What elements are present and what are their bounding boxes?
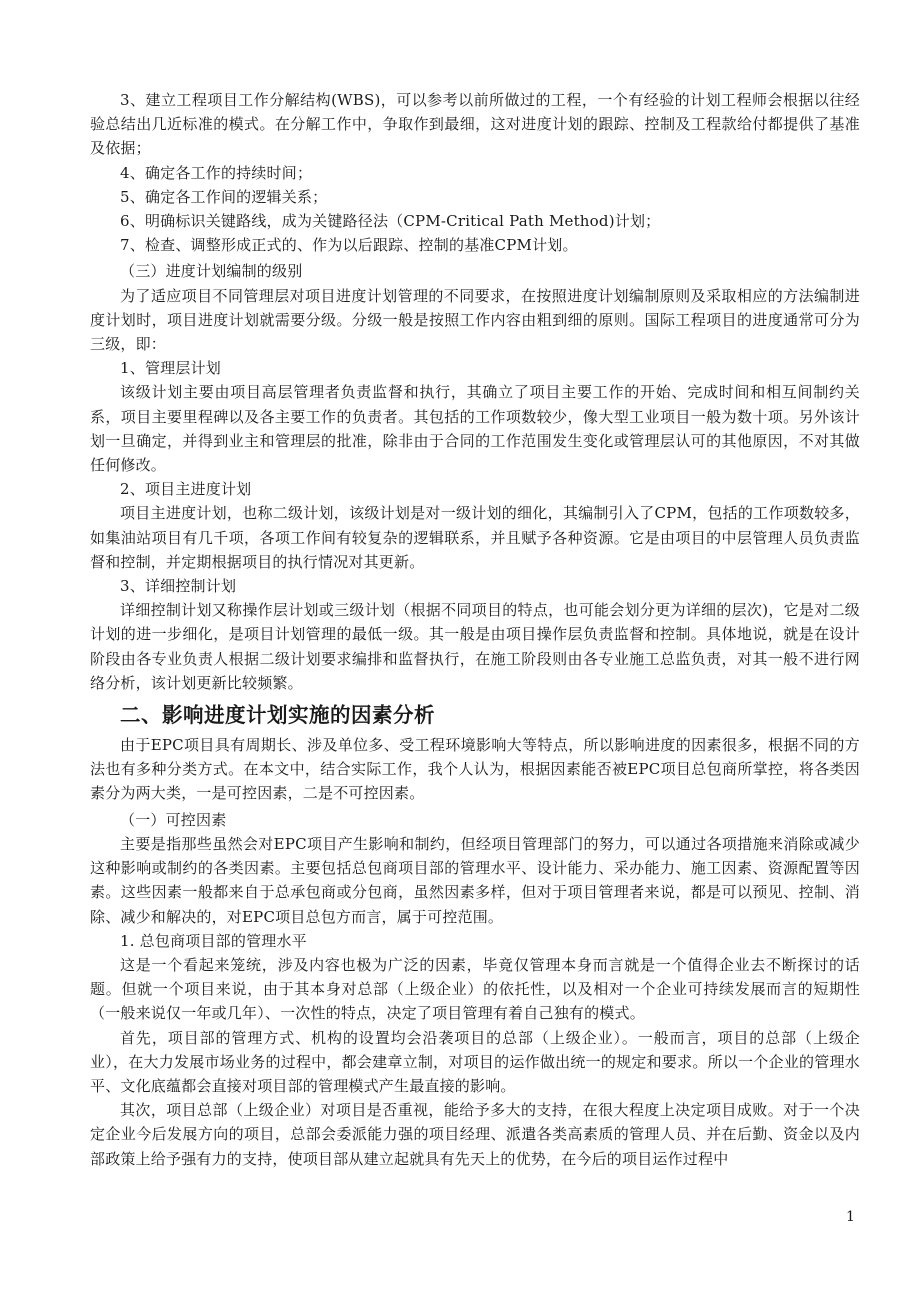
paragraph-factors-intro: 由于EPC项目具有周期长、涉及单位多、受工程环境影响大等特点，所以影响进度的因素很多，根据不同的方法也有多种分类方式。在本文中，结合实际工作，我个人认为，根据因素能否被EPC项目总包商所掌控，将各类因素分为两大类，一是可控因素，二是不可控因素。 <box>90 736 860 803</box>
list-item-duration: 4、确定各工作的持续时间； <box>120 163 313 182</box>
page-number: 1 <box>846 1209 855 1225</box>
paragraph-management-level: 这是一个看起来笼统，涉及内容也极为广泛的因素，毕竟仅管理本身而言就是一个值得企业去不断探讨的话题。但就一个项目来说，由于其本身对总部（上级企业）的依托性，以及相对一个企业可持续发展而言的短期性（一般来说仅一年或几年）、一次性的特点，决定了项目管理有着自己独有的模式。 <box>90 955 860 1023</box>
paragraph-secondly: 其次，项目总部（上级企业）对项目是否重视，能给予多大的支持，在很大程度上决定项目成败。对于一个决定企业今后发展方向的项目，总部会委派能力强的项目经理、派遣各类高素质的管理人员、并在后勤、资金以及内部政策上给予强有力的支持，使项目部从建立起就具有先天上的优势，在今后的项目运作过程中 <box>90 1101 860 1168</box>
list-item-baseline: 7、检查、调整形成正式的、作为以后跟踪、控制的基准CPM计划。 <box>120 236 578 255</box>
document-page <box>90 88 860 1171</box>
paragraph-detailed-plan: 详细控制计划又称操作层计划或三级计划（根据不同项目的特点，也可能会划分更为详细的层次)，它是对二级计划的进一步细化，是项目计划管理的最低一级。其一般是由项目操作层负责监督和控制。具体地说，就是在设计阶段由各专业负责人根据二级计划要求编排和监督执行，在施工阶段则由各专业施工总监负责，对其一般不进行网络分析，该计划更新比较频繁。 <box>90 601 860 692</box>
paragraph-management-plan: 该级计划主要由项目高层管理者负责监督和执行，其确立了项目主要工作的开始、完成时间和相互间制约关系，项目主要里程碑以及各主要工作的负责者。其包括的工作项数较少，像大型工业项目一般为数十项。另外该计划一旦确定，并得到业主和管理层的批准，除非由于合同的工作范围发生变化或管理层认可的其他原因，不对其做任何修改。 <box>90 383 860 475</box>
list-item-critical-path: 6、明确标识关键路线，成为关键路径法（CPM-Critical Path Method)计划； <box>120 212 661 231</box>
subheading-plan-levels: （三）进度计划编制的级别 <box>120 262 303 281</box>
paragraph-plan-levels: 为了适应项目不同管理层对项目进度计划管理的不同要求，在按照进度计划编制原则及采取相应的方法编制进度计划时，项目进度计划就需要分级。分级一般是按照工作内容由粗到细的原则。国际工程项目的进度通常可分为三级，即： <box>90 286 860 354</box>
paragraph-firstly: 首先，项目部的管理方式、机构的设置均会沿袭项目的总部（上级企业）。一般而言，项目的总部（上级企业），在大力发展市场业务的过程中，都会建章立制，对项目的运作做出统一的规定和要求。所以一个企业的管理水平、文化底蕴都会直接对项目部的管理模式产生最直接的影响。 <box>90 1028 860 1095</box>
list-item-master-schedule: 2、项目主进度计划 <box>120 480 252 499</box>
section-heading: 二、影响进度计划实施的因素分析 <box>120 703 435 728</box>
subheading-controllable-factors: （一）可控因素 <box>120 810 227 829</box>
list-item-detailed-plan: 3、详细控制计划 <box>120 577 237 596</box>
list-item-management-plan: 1、管理层计划 <box>120 359 221 378</box>
list-item-logic: 5、确定各工作间的逻辑关系； <box>120 187 328 206</box>
paragraph-controllable-factors: 主要是指那些虽然会对EPC项目产生影响和制约，但经项目管理部门的努力，可以通过各项措施来消除或减少这种影响或制约的各类因素。主要包括总包商项目部的管理水平、设计能力、采办能力、施工因素、资源配置等因素。这些因素一般都来自于总承包商或分包商，虽然因素多样，但对于项目管理者来说，都是可以预见、控制、消除、减少和解决的，对EPC项目总包方而言，属于可控范围。 <box>90 834 860 926</box>
paragraph-master-schedule: 项目主进度计划，也称二级计划，该级计划是对一级计划的细化，其编制引入了CPM，包括的工作项数较多，如集油站项目有几千项，各项工作间有较复杂的逻辑联系，并且赋予各种资源。它是由项目的中层管理人员负责监督和控制，并定期根据项目的执行情况对其更新。 <box>90 504 860 571</box>
list-item-management-level: 1. 总包商项目部的管理水平 <box>120 931 307 950</box>
list-item-wbs: 3、建立工程项目工作分解结构(WBS)，可以参考以前所做过的工程，一个有经验的计划工程师会根据以往经验总结出几近标准的模式。在分解工作中，争取作到最细，这对进度计划的跟踪、控制及工程款给付都提供了基准及依据； <box>90 91 860 158</box>
